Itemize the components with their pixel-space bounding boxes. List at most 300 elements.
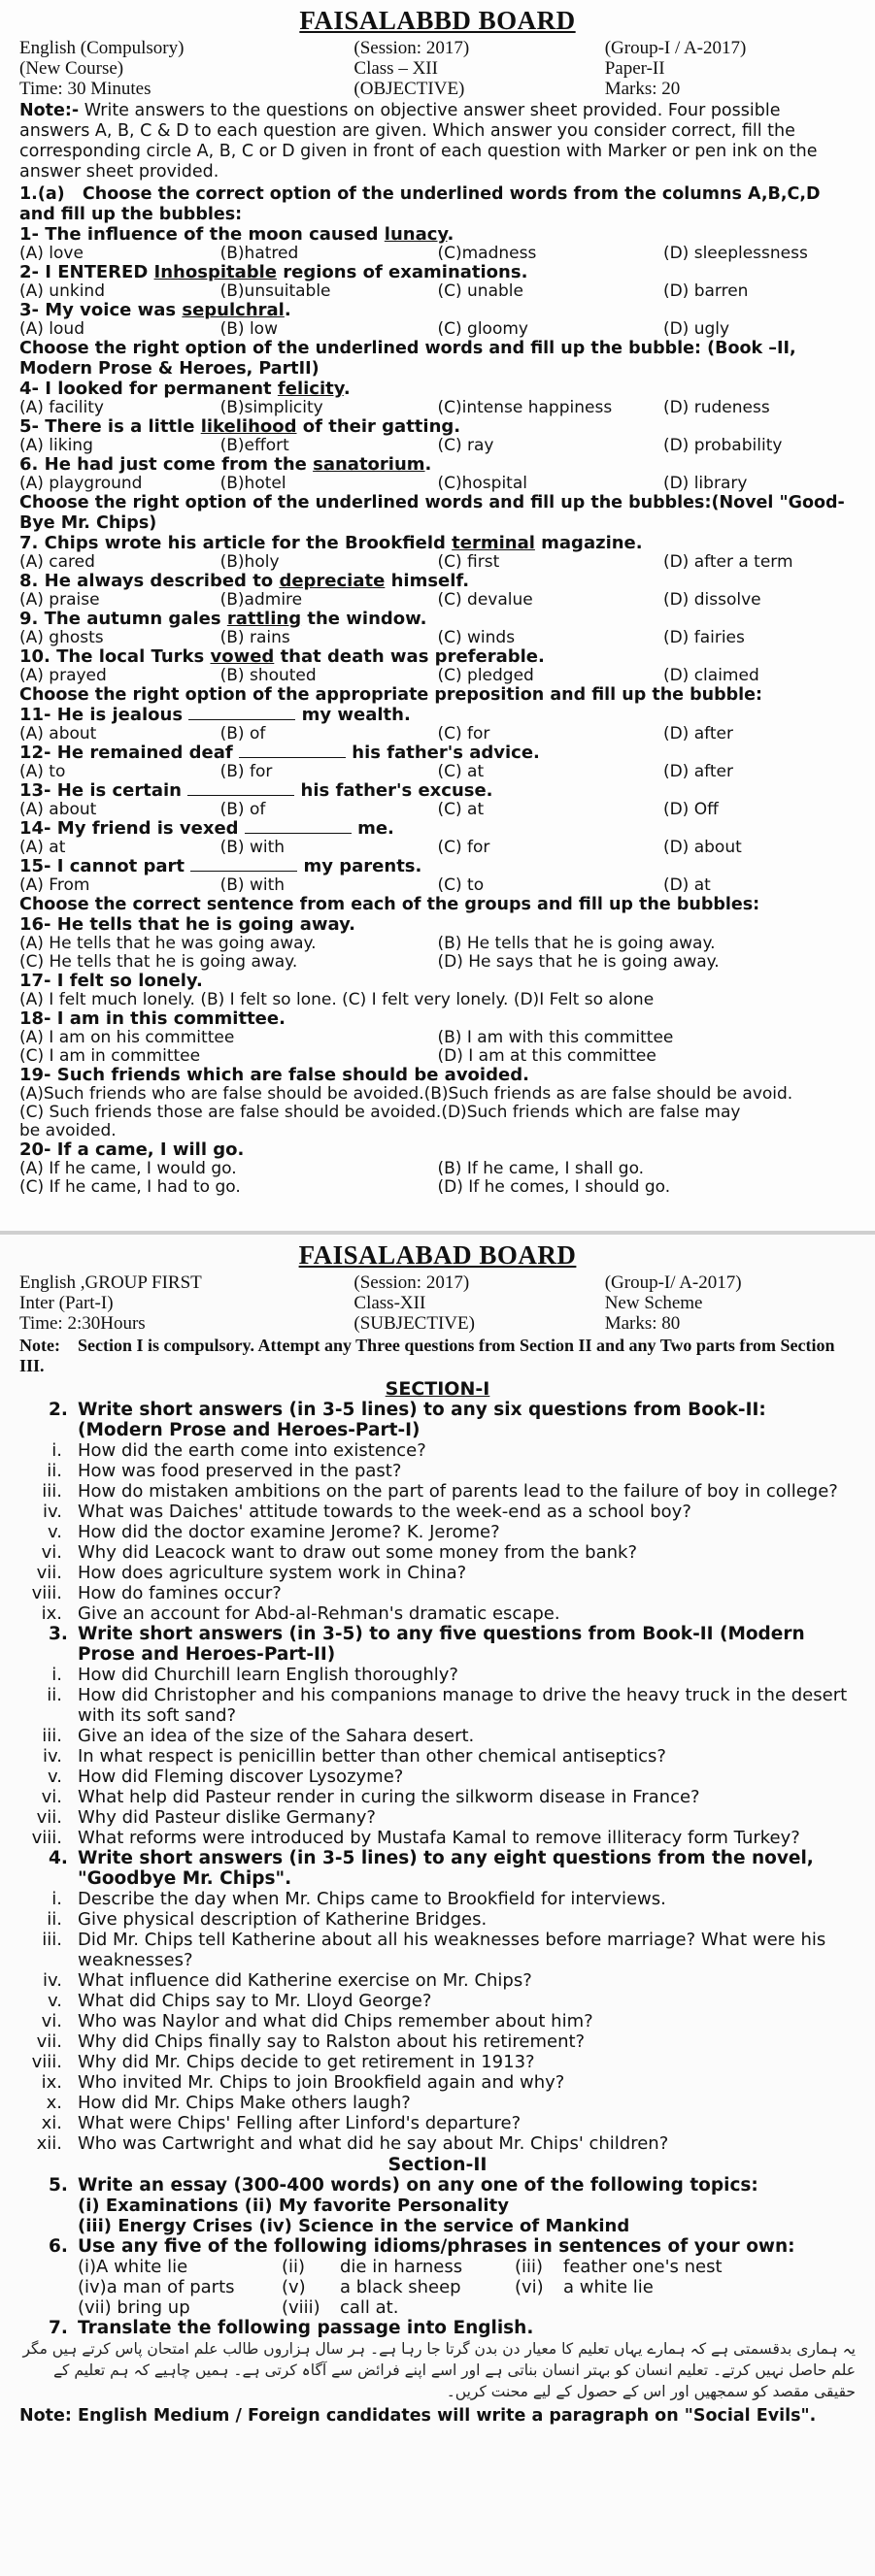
options-row [0,629,875,647]
item-number: 17- [19,971,57,991]
sub-question [19,1481,856,1502]
underlined-word: Inhospitable [153,262,278,282]
question-item [0,857,875,876]
item-number: 5- [19,416,46,437]
item-text: my parents. [297,856,422,876]
header-row [0,79,875,99]
question-item [0,1009,875,1029]
sub-question [19,1889,856,1909]
sub-question [19,1787,856,1807]
question-text: Write short answers (in 3-5 lines) to any eight questions from the novel, "Goodbye Mr. Chips". [78,1848,814,1889]
options-line: (A)Such friends who are false should be avoided.(B)Such friends as are false should be avoid. [19,1084,793,1104]
header-cell: (Group-I / A-2017) [604,38,747,58]
option: (C)intense happiness [437,398,613,417]
sub-question-list [0,1889,875,2154]
footnote: Note: English Medium / Foreign candidates will write a paragraph on "Social Evils". [19,2406,817,2426]
option: (D) sleeplessness [662,244,808,263]
item-text: regions of examinations. [277,262,528,282]
header-cell: (Session: 2017) [353,1272,470,1293]
option: (C) devalue [437,590,533,610]
sub-question [19,1930,856,1970]
option: (B)unsuitable [219,281,331,301]
item-text: me. [351,818,394,839]
question-item [0,1140,875,1160]
options-row [0,801,875,819]
sub-question [19,2052,856,2072]
item-text: my wealth. [295,705,411,725]
topic-line: (iii) Energy Crises (iv) Science in the service of Mankind [78,2216,630,2236]
sub-number: ii. [47,1685,62,1705]
item-text: the window. [301,609,427,629]
option: (C) gloomy [437,319,528,339]
option: (C) for [437,724,490,743]
sub-number: v. [48,1991,62,2011]
underlined-word: depreciate [279,571,386,591]
item-text: of their gatting. [296,416,461,437]
sub-number: vii. [36,1563,62,1583]
idiom-row [0,2297,875,2318]
question-item [0,263,875,282]
header-cell: (Group-I/ A-2017) [604,1272,742,1293]
item-text: He always described to [44,571,280,591]
option: (B) low [219,319,278,339]
item-number: 9. [19,609,45,629]
sub-question [19,1767,856,1787]
item-number: 8. [19,571,45,591]
urdu-passage: یہ ہماری بدقسمتی ہے کہ ہمارے یہاں تعلیم کا معیار دن بدن گرتا جا رہا ہے۔ ہر سال ہزاروں طالب علم امتحان پاس کرتے ہیں مگر علم حاصل نہیں کرتے۔ تعلیم انسان کو بہتر انسان بناتی ہے اور اسے اپنے فرائض سے آگاہ کرتی ہے۔ ہمیں چاہیے کہ ہم تعلیم کے حقیقی مقصد کو سمجھیں اور اس کے حصول کے لیے محنت کریں۔ [22,2340,856,2400]
item-number: 4- [19,379,46,399]
option: (C) If he came, I had to go. [19,1177,241,1197]
option: (A) about [19,724,97,743]
item-text: . [343,379,351,399]
item-number: 19- [19,1065,57,1085]
sub-text: How did the earth come into existence? [78,1440,426,1461]
option: (D) probability [662,436,783,455]
options-row [0,725,875,743]
sub-text: How did Christopher and his companions manage to drive the heavy truck in the desert with its soft sand? [78,1685,848,1726]
topic-line: (i) Examinations (ii) My favorite Personality [78,2196,509,2216]
question-item [0,915,875,935]
sub-number: vii. [36,1807,62,1828]
sub-number: v. [48,1522,62,1542]
options-row [0,475,875,493]
options-row [0,591,875,610]
option: (B) for [219,762,273,781]
instruction-e: Choose the correct sentence from each of the groups and fill up the bubbles: [19,895,760,914]
option: (B)simplicity [219,398,323,417]
sub-text: In what respect is penicillin better than other chemical antiseptics? [78,1746,666,1767]
idiom-cell [563,2297,856,2318]
option: (D) about [662,838,742,857]
sub-number: vi. [41,2011,62,2031]
question-heading [0,1400,875,1440]
options-row [0,553,875,572]
sub-number: viii. [31,1583,62,1603]
item-text: his father's advice. [346,743,540,763]
paper-header-2 [0,1272,875,1334]
question-item [0,610,875,629]
paper-header [0,38,875,99]
options-row [0,320,875,339]
question-item [0,819,875,839]
option: (A) prayed [19,666,107,685]
sub-number: ix. [41,2072,62,2093]
option: (B)hatred [219,244,299,263]
sub-number: iii. [42,1930,62,1950]
blank-line [190,871,297,872]
instruction-b: Choose the right option of the underlined words and fill up the bubble: (Book –II, Modern Prose & Heroes, PartII) [19,339,796,379]
items-group-b [0,380,875,493]
subjective-paper [0,1235,875,2576]
question-number: 4. [49,1848,68,1868]
question-item [0,743,875,763]
sub-number: vi. [41,1787,62,1807]
blank-line [239,757,346,758]
item-text: I am in this committee. [56,1008,286,1029]
section-1-title: SECTION-I [385,1378,490,1400]
sub-number: iv. [43,1746,62,1767]
item-text: The local Turks [56,646,211,667]
items-group-e [0,915,875,1197]
sub-question-list [0,1665,875,1848]
sub-question [19,2113,856,2133]
question-item [0,301,875,320]
option: (A) about [19,800,97,819]
sub-text: How was food preserved in the past? [78,1461,402,1481]
option: (A) love [19,244,84,263]
question-number: 5. [49,2175,68,2196]
option: (A) ghosts [19,628,104,647]
question-text: Write an essay (300-400 words) on any one of the following topics: [78,2175,758,2196]
sub-text: How do mistaken ambitions on the part of parents lead to the failure of boy in college? [78,1481,838,1502]
idiom-cell: (iii) [515,2257,544,2277]
idiom-cell: (ii) [282,2257,306,2277]
item-text: He remained deaf [56,743,240,763]
option: (C)hospital [437,474,527,493]
underlined-word: sepulchral [182,300,285,320]
question-text: Use any five of the following idioms/phrases in sentences of your own: [78,2236,795,2257]
header-cell: (Session: 2017) [353,38,470,58]
question-item [0,1066,875,1085]
sub-question [19,1746,856,1767]
idiom-cell: a black sheep [340,2277,461,2297]
instruction-d: Choose the right option of the appropriate preposition and fill up the bubble: [19,685,763,705]
sub-question [19,2093,856,2113]
sub-number: v. [48,1767,62,1787]
option: (B) of [219,800,266,819]
sub-question-list [0,1440,875,1624]
options-row [0,245,875,263]
option: (C) at [437,800,485,819]
options-row [0,763,875,781]
sub-text: Did Mr. Chips tell Katherine about all his weaknesses before marriage? What were his weaknesses? [78,1930,826,1970]
sub-number: iv. [43,1502,62,1522]
option: (D) claimed [662,666,759,685]
item-number: 6. [19,454,45,475]
blank-line [187,795,294,796]
sub-question [19,1807,856,1828]
option: (D) fairies [662,628,745,647]
question-heading [0,1624,875,1665]
question-number: 7. [49,2318,68,2338]
underlined-word: likelihood [200,416,297,437]
sub-text: Give an account for Abd-al-Rehman's dramatic escape. [78,1603,560,1624]
item-text: magazine. [534,533,643,553]
item-text: He is certain [56,780,188,801]
sub-text: How did the doctor examine Jerome? K. Jerome? [78,1522,500,1542]
sub-text: Give an idea of the size of the Sahara desert. [78,1726,475,1746]
option: (D) dissolve [662,590,761,610]
sub-number: ii. [47,1909,62,1930]
question-text: Write short answers (in 3-5 lines) to any six questions from Book-II: (Modern Prose and Heroes-Part-I) [78,1400,766,1440]
option: (C) winds [437,628,516,647]
sub-question [19,1665,856,1685]
option: (A) loud [19,319,84,339]
sub-text: How did Churchill learn English thoroughly? [78,1665,458,1685]
item-text: I cannot part [56,856,191,876]
header-row [0,58,875,79]
header-cell: Class – XII [353,58,438,79]
question-5 [0,2175,875,2236]
item-number: 12- [19,743,57,763]
sub-question [19,1522,856,1542]
question-text: Write short answers (in 3-5) to any five questions from Book-II (Modern Prose and Heroes-Part-II) [78,1624,805,1665]
option: (D) after [662,724,733,743]
option: (C) first [437,552,500,572]
option: (D) ugly [662,319,730,339]
header-row [0,1293,875,1313]
item-number: 20- [19,1139,57,1160]
sub-number: xi. [41,2113,62,2133]
options-row [0,1160,875,1197]
sub-number: i. [51,1440,62,1461]
option: (D) at [662,875,711,895]
sub-text: Who was Naylor and what did Chips remember about him? [78,2011,593,2031]
item-text: The autumn gales [44,609,227,629]
question-item [0,417,875,437]
item-text: that death was preferable. [274,646,545,667]
option: (C) at [437,762,485,781]
question-number: 6. [49,2236,68,2257]
option: (B) I am with this committee [437,1028,674,1047]
question-text: Translate the following passage into English. [78,2318,534,2338]
option: (A) at [19,838,66,857]
sub-number: iii. [42,1481,62,1502]
item-text: He tells that he is going away. [56,914,356,935]
item-text: his father's excuse. [294,780,493,801]
header-cell: Inter (Part-I) [19,1293,114,1313]
item-text: If a came, I will go. [56,1139,245,1160]
options-row [0,667,875,685]
sub-text: What was Daiches' attitude towards to the week-end as a school boy? [78,1502,691,1522]
item-number: 1- [19,224,46,245]
sub-number: vi. [41,1542,62,1563]
question-number: 2. [49,1400,68,1420]
sub-question [19,1440,856,1461]
idiom-cell: (viii) [282,2297,320,2318]
header-cell: New Scheme [604,1293,703,1313]
item-number: 10. [19,646,57,667]
sub-text: Who was Cartwright and what did he say about Mr. Chips' children? [78,2133,669,2154]
item-text: He is jealous [56,705,189,725]
underlined-word: felicity [277,379,344,399]
option: (B)holy [219,552,280,572]
sub-text: How do famines occur? [78,1583,282,1603]
option: (C) for [437,838,490,857]
option: (D) If he comes, I should go. [437,1177,671,1197]
option: (A) If he came, I would go. [19,1159,237,1178]
question-3 [0,1624,875,1848]
sub-text: How did Fleming discover Lysozyme? [78,1767,404,1787]
sub-text: Describe the day when Mr. Chips came to Brookfield for interviews. [78,1889,666,1909]
options-line: (C) Such friends those are false should be avoided.(D)Such friends which are false may [19,1103,741,1122]
item-number: 13- [19,780,57,801]
option: (C) pledged [437,666,534,685]
sub-text: Who invited Mr. Chips to join Brookfield again and why? [78,2072,565,2093]
options-row [0,282,875,301]
sub-number: iii. [42,1726,62,1746]
sub-text: How does agriculture system work in China? [78,1563,467,1583]
option: (C)madness [437,244,537,263]
idiom-cell: (iv)a man of parts [78,2277,235,2297]
idiom-cell: (v) [282,2277,306,2297]
header-cell: English (Compulsory) [19,38,185,58]
option: (A) From [19,875,90,895]
idiom-cell: (i)A white lie [78,2257,188,2277]
item-number: 16- [19,914,57,935]
option: (D) Off [662,800,719,819]
question-heading [0,2318,875,2338]
option: (A) liking [19,436,93,455]
option: (A) to [19,762,66,781]
sub-text: What did Chips say to Mr. Lloyd George? [78,1991,432,2011]
item-text: There is a little [45,416,201,437]
sub-question [19,1461,856,1481]
sub-question [19,2011,856,2031]
options-row [0,935,875,972]
item-number: 2- [19,262,46,282]
idiom-cell: (vii) bring up [78,2297,190,2318]
sub-text: Why did Mr. Chips decide to get retirement in 1913? [78,2052,535,2072]
sub-number: xii. [36,2133,62,2154]
sub-question [19,1542,856,1563]
sub-text: Give physical description of Katherine Bridges. [78,1909,488,1930]
item-text: The influence of the moon caused [45,224,385,245]
option: (C) to [437,875,485,895]
board-title-2: FAISALABAD BOARD [298,1240,577,1270]
sub-number: vii. [36,2031,62,2052]
header-cell: Marks: 20 [604,79,681,99]
idiom-cell: call at. [340,2297,399,2318]
header-row [0,1313,875,1334]
item-text: I felt so lonely. [56,971,203,991]
item-text: I looked for permanent [45,379,278,399]
board-title: FAISALABBD BOARD [299,6,576,35]
items-group-a [0,225,875,339]
item-number: 7. [19,533,45,553]
q1-instruction: 1.(a) Choose the correct option of the underlined words from the columns A,B,C,D and fill up the bubbles: [19,184,821,224]
header-cell: Time: 2:30Hours [19,1313,146,1334]
blank-line [245,833,352,834]
question-2 [0,1400,875,1624]
item-number: 3- [19,300,46,320]
sub-text: What were Chips' Felling after Linford's departure? [78,2113,522,2133]
header-cell: Marks: 80 [604,1313,681,1334]
option: (B) with [219,838,286,857]
sub-question [19,1685,856,1726]
item-text: . [424,454,432,475]
sub-question [19,1970,856,1991]
sub-text: Why did Chips finally say to Ralston about his retirement? [78,2031,586,2052]
sub-number: viii. [31,2052,62,2072]
option: (B) shouted [219,666,317,685]
idiom-row [0,2257,875,2277]
question-heading [0,2175,875,2196]
question-item [0,972,875,991]
option: (D) rudeness [662,398,770,417]
header-cell: English ,GROUP FIRST [19,1272,202,1293]
sub-number: viii. [31,1828,62,1848]
item-number: 14- [19,818,57,839]
sub-number: iv. [43,1970,62,1991]
option: (A) I am on his committee [19,1028,235,1047]
item-text: My voice was [45,300,183,320]
option: (B) of [219,724,266,743]
sub-text: What help did Pasteur render in curing the silkworm disease in France? [78,1787,700,1807]
question-6 [0,2236,875,2318]
question-item [0,647,875,667]
option: (B) He tells that he is going away. [437,934,716,953]
header-cell: (OBJECTIVE) [353,79,465,99]
question-item [0,225,875,245]
sub-question [19,1991,856,2011]
header-row [0,1272,875,1293]
header-cell: Paper-II [604,58,665,79]
sub-text: Why did Leacock want to draw out some money from the bank? [78,1542,637,1563]
options-row [0,839,875,857]
sub-number: i. [51,1665,62,1685]
option: (B) rains [219,628,290,647]
sub-question [19,1909,856,1930]
idiom-cell: feather one's nest [563,2257,723,2277]
idiom-cell: die in harness [340,2257,463,2277]
option: (D) barren [662,281,749,301]
header-row [0,38,875,58]
question-item [0,706,875,725]
item-text: He had just come from the [44,454,314,475]
sub-question [19,1583,856,1603]
option: (A) unkind [19,281,105,301]
sub-question [19,1502,856,1522]
option: (D) after [662,762,733,781]
idiom-row [0,2277,875,2297]
objective-paper [0,0,875,1233]
question-item [0,534,875,553]
option: (B)admire [219,590,303,610]
idiom-cell [515,2297,563,2318]
sub-text: Why did Pasteur dislike Germany? [78,1807,376,1828]
item-number: 15- [19,856,57,876]
question-4 [0,1848,875,2154]
option: (C) ray [437,436,494,455]
option: (D) after a term [662,552,793,572]
item-text: Such friends which are false should be avoided. [56,1065,529,1085]
option: (A) playground [19,474,143,493]
options-row [0,399,875,417]
item-text: . [447,224,454,245]
option: (D) library [662,474,748,493]
underlined-word: vowed [210,646,275,667]
